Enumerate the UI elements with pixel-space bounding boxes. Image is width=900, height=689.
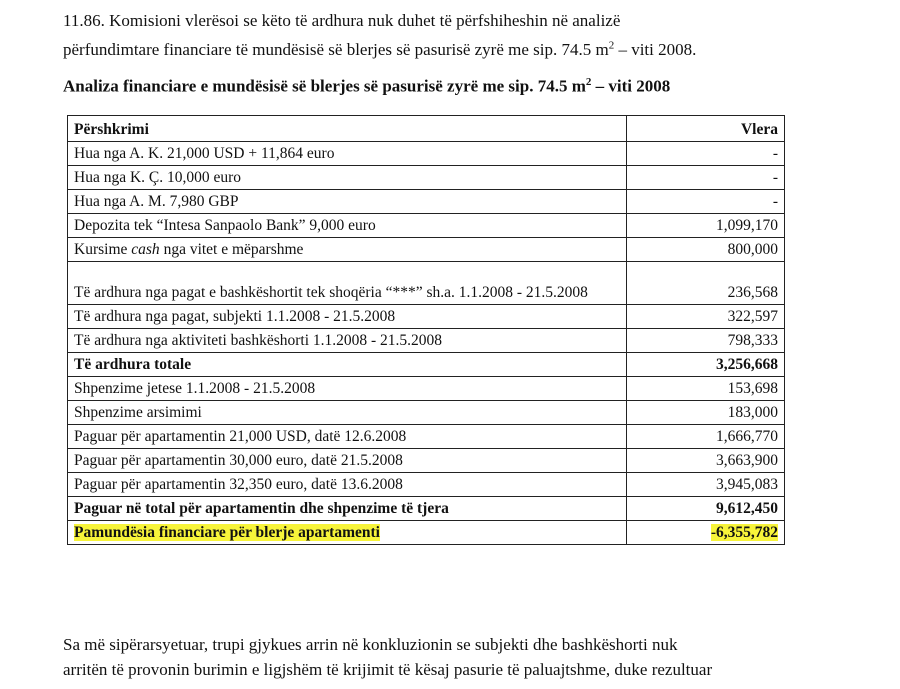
conclusion-line-2: arritën të provonin burimin e ligjshëm të krijimit të kësaj pasurie të paluajtshme, duke rezultuar bbox=[63, 660, 713, 679]
total-paid-row bbox=[68, 497, 785, 521]
financial-impossibility-row bbox=[68, 521, 785, 545]
row-value: 1,099,170 bbox=[627, 214, 785, 238]
financial-analysis-table bbox=[67, 115, 785, 545]
highlighted-description: Pamundësia financiare për blerje apartamenti bbox=[74, 524, 380, 541]
table-header-row bbox=[68, 116, 785, 142]
table-row bbox=[68, 190, 785, 214]
intro-line-1: 11.86. Komisioni vlerësoi se këto të ardhura nuk duhet të përfshiheshin në analizë bbox=[63, 11, 621, 30]
table-row bbox=[68, 449, 785, 473]
table-row bbox=[68, 425, 785, 449]
row-value: - bbox=[627, 166, 785, 190]
row-value: 236,568 bbox=[627, 262, 785, 305]
table-heading: Analiza financiare e mundësisë së blerjes së pasurisë zyrë me sip. 74.5 $m^2$ – viti 2008 bbox=[63, 76, 671, 96]
header-description: Përshkrimi bbox=[68, 116, 627, 142]
row-description: Kursime cash nga vitet e mëparshme bbox=[68, 238, 627, 262]
table-row bbox=[68, 377, 785, 401]
row-value: 798,333 bbox=[627, 329, 785, 353]
row-value: 9,612,450 bbox=[627, 497, 785, 521]
row-description: Hua nga A. K. 21,000 USD + 11,864 euro bbox=[68, 142, 627, 166]
row-value: 3,945,083 bbox=[627, 473, 785, 497]
row-description: Paguar për apartamentin 21,000 USD, datë 12.6.2008 bbox=[68, 425, 627, 449]
row-value: 183,000 bbox=[627, 401, 785, 425]
header-value: Vlera bbox=[627, 116, 785, 142]
row-value: 1,666,770 bbox=[627, 425, 785, 449]
highlighted-value: -6,355,782 bbox=[710, 524, 778, 541]
conclusion-line-1: Sa më sipërarsyetuar, trupi gjykues arrin në konkluzionin se subjekti dhe bashkëshorti nuk bbox=[63, 635, 678, 654]
row-value: - bbox=[627, 190, 785, 214]
table-row bbox=[68, 238, 785, 262]
row-value: 800,000 bbox=[627, 238, 785, 262]
row-description: Të ardhura nga pagat, subjekti 1.1.2008 - 21.5.2008 bbox=[68, 305, 627, 329]
row-value bbox=[627, 521, 785, 545]
row-value: 153,698 bbox=[627, 377, 785, 401]
table-row bbox=[68, 142, 785, 166]
intro-paragraph bbox=[63, 8, 843, 62]
row-description: Shpenzime jetese 1.1.2008 - 21.5.2008 bbox=[68, 377, 627, 401]
table-row bbox=[68, 305, 785, 329]
row-description: Shpenzime arsimimi bbox=[68, 401, 627, 425]
row-value: - bbox=[627, 142, 785, 166]
row-description: Hua nga K. Ç. 10,000 euro bbox=[68, 166, 627, 190]
row-description: Të ardhura nga pagat e bashkëshortit tek shoqëria “***” sh.a. 1.1.2008 - 21.5.2008 bbox=[68, 262, 627, 305]
table-row bbox=[68, 401, 785, 425]
row-description bbox=[68, 521, 627, 545]
row-value: 3,256,668 bbox=[627, 353, 785, 377]
table-row bbox=[68, 473, 785, 497]
total-income-row bbox=[68, 353, 785, 377]
table-row bbox=[68, 214, 785, 238]
row-value: 3,663,900 bbox=[627, 449, 785, 473]
table-row bbox=[68, 166, 785, 190]
table-row bbox=[68, 262, 785, 305]
row-description: Depozita tek “Intesa Sanpaolo Bank” 9,000 euro bbox=[68, 214, 627, 238]
row-description: Paguar në total për apartamentin dhe shpenzime të tjera bbox=[68, 497, 627, 521]
row-description: Të ardhura totale bbox=[68, 353, 627, 377]
conclusion-paragraph bbox=[63, 632, 843, 682]
row-value: 322,597 bbox=[627, 305, 785, 329]
table-row bbox=[68, 329, 785, 353]
row-description: Paguar për apartamentin 30,000 euro, datë 21.5.2008 bbox=[68, 449, 627, 473]
row-description: Paguar për apartamentin 32,350 euro, datë 13.6.2008 bbox=[68, 473, 627, 497]
row-description: Të ardhura nga aktiviteti bashkëshorti 1.1.2008 - 21.5.2008 bbox=[68, 329, 627, 353]
intro-line-2: përfundimtare financiare të mundësisë së blerjes së pasurisë zyrë me sip. 74.5 $m^2$ – viti 2008. bbox=[63, 39, 697, 59]
row-description: Hua nga A. M. 7,980 GBP bbox=[68, 190, 627, 214]
